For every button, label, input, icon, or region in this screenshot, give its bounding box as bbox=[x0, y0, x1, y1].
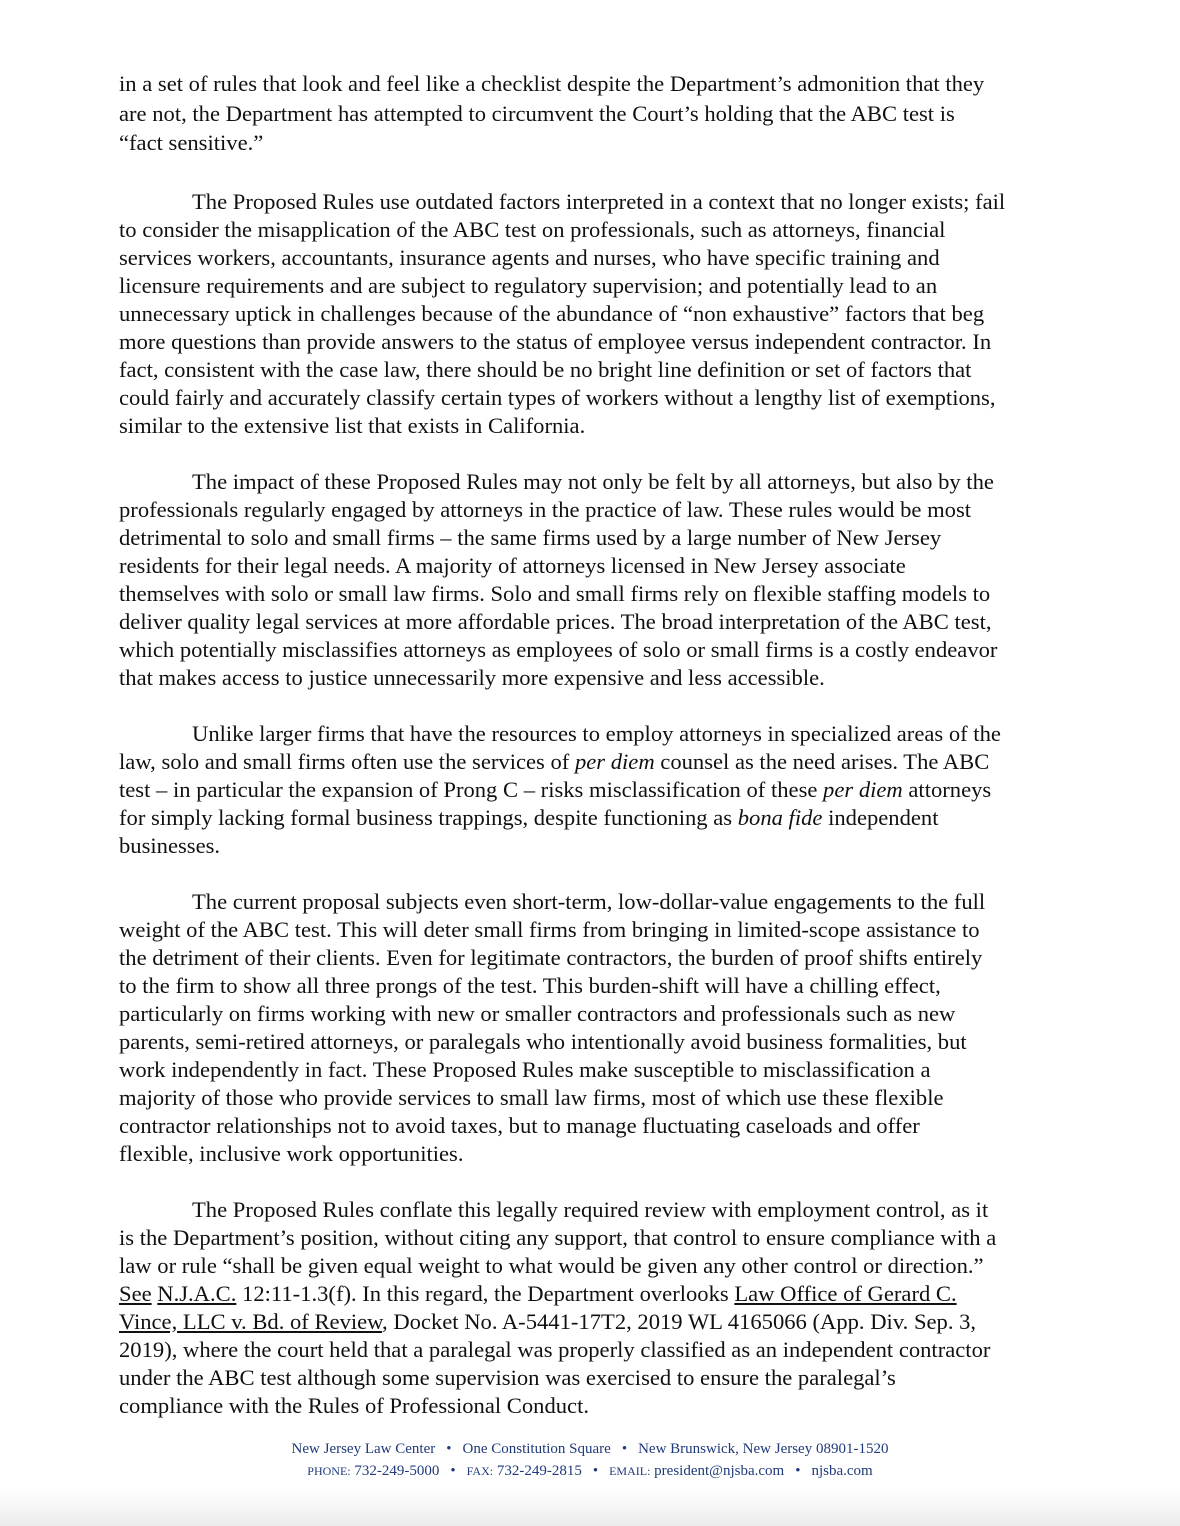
separator-dot: • bbox=[446, 1441, 452, 1457]
text-segment: counsel as the need arises. The ABC bbox=[654, 748, 990, 774]
text-line bbox=[119, 748, 1079, 776]
text-line bbox=[119, 1308, 1079, 1336]
text-line: licensure requirements and are subject to regulatory supervision; and potentially lead to an bbox=[119, 272, 938, 298]
page-bottom-shadow bbox=[0, 1488, 1180, 1526]
text-line: professionals regularly engaged by attorneys in the practice of law. These rules would be most bbox=[119, 496, 972, 522]
paragraph bbox=[119, 1196, 1079, 1420]
text-segment: test – in particular the expansion of Prong C – risks misclassification of these bbox=[119, 776, 824, 802]
italic-text: per diem bbox=[823, 776, 903, 802]
phone-number: 732-249-5000 bbox=[354, 1463, 440, 1479]
paragraph bbox=[119, 188, 1079, 440]
citation-text: N.J.A.C. bbox=[157, 1280, 237, 1306]
text-line: the detriment of their clients. Even for legitimate contractors, the burden of proof shifts entirely bbox=[119, 944, 983, 970]
text-line: parents, semi-retired attorneys, or paralegals who intentionally avoid business formalities, but bbox=[119, 1028, 967, 1054]
text-segment: for simply lacking formal business trappings, despite functioning as bbox=[119, 804, 738, 830]
paragraph bbox=[119, 720, 1079, 860]
citation-text: Law Office of Gerard C. bbox=[734, 1280, 957, 1306]
footer-org: New Jersey Law Center bbox=[291, 1441, 436, 1457]
text-line: to the firm to show all three prongs of the test. This burden-shift will have a chilling effect, bbox=[119, 972, 941, 998]
text-line: could fairly and accurately classify certain types of workers without a lengthy list of exemptions, bbox=[119, 384, 996, 410]
text-line: Unlike larger firms that have the resources to employ attorneys in specialized areas of the bbox=[192, 720, 1001, 746]
separator-dot: • bbox=[795, 1463, 801, 1479]
text-line bbox=[119, 804, 1079, 832]
text-line: flexible, inclusive work opportunities. bbox=[119, 1140, 464, 1166]
separator-dot: • bbox=[621, 1441, 628, 1457]
text-line: work independently in fact. These Proposed Rules make susceptible to misclassification a bbox=[119, 1056, 931, 1082]
text-line: businesses. bbox=[119, 832, 221, 858]
text-line: law or rule “shall be given equal weight to what would be given any other control or direction.” bbox=[119, 1252, 984, 1278]
separator-dot: • bbox=[592, 1463, 599, 1479]
text-line: The Proposed Rules conflate this legally required review with employment control, as it bbox=[192, 1196, 989, 1222]
text-line: 2019), where the court held that a paralegal was properly classified as an independent contractor bbox=[119, 1336, 991, 1362]
letterhead-footer bbox=[0, 1438, 1180, 1482]
text-line: The impact of these Proposed Rules may not only be felt by all attorneys, but also by the bbox=[192, 468, 994, 494]
text-segment: , Docket No. A-5441-17T2, 2019 WL 4165066 (App. Div. Sep. 3, bbox=[382, 1308, 977, 1334]
text-line bbox=[119, 776, 1079, 804]
text-segment: attorneys bbox=[902, 776, 992, 802]
text-line: majority of those who provide services to small law firms, most of which use these flexible bbox=[119, 1084, 944, 1110]
text-line: similar to the extensive list that exists in California. bbox=[119, 412, 586, 438]
email-label: EMAIL: bbox=[609, 1464, 651, 1478]
email-link[interactable]: president@njsba.com bbox=[654, 1463, 785, 1479]
text-line: services workers, accountants, insurance agents and nurses, who have specific training and bbox=[119, 244, 940, 270]
text-line: residents for their legal needs. A majority of attorneys licensed in New Jersey associate bbox=[119, 552, 906, 578]
text-line bbox=[119, 1280, 1079, 1308]
italic-text: bona fide bbox=[737, 804, 823, 830]
paragraph bbox=[119, 69, 1079, 158]
document-body bbox=[119, 69, 1079, 1448]
text-line: is the Department’s position, without citing any support, that control to ensure compliance with a bbox=[119, 1224, 997, 1250]
citation-text: See bbox=[119, 1280, 152, 1306]
text-line: that makes access to justice unnecessarily more expensive and less accessible. bbox=[119, 664, 825, 690]
citation-text: Vince, LLC v. Bd. of Review bbox=[119, 1308, 383, 1334]
text-line: in a set of rules that look and feel like a checklist despite the Department’s admonition that they bbox=[119, 71, 985, 96]
text-line: more questions than provide answers to the status of employee versus independent contractor. In bbox=[119, 328, 992, 354]
text-segment: independent bbox=[822, 804, 939, 830]
text-segment: law, solo and small firms often use the services of bbox=[119, 748, 575, 774]
text-line: The Proposed Rules use outdated factors interpreted in a context that no longer exists; fail bbox=[192, 188, 1006, 214]
text-line: under the ABC test although some supervision was exercised to ensure the paralegal’s bbox=[119, 1364, 896, 1390]
text-line: which potentially misclassifies attorneys as employees of solo or small firms is a costly endeavor bbox=[119, 636, 998, 662]
text-line: compliance with the Rules of Professional Conduct. bbox=[119, 1392, 589, 1418]
text-line: unnecessary uptick in challenges because of the abundance of “non exhaustive” factors that beg bbox=[119, 300, 985, 326]
footer-street: One Constitution Square bbox=[462, 1441, 611, 1457]
footer-city: New Brunswick, New Jersey 08901-1520 bbox=[638, 1441, 889, 1457]
text-line: “fact sensitive.” bbox=[119, 130, 264, 155]
text-segment: 12:11-1.3(f). In this regard, the Department overlooks bbox=[236, 1280, 735, 1306]
website-link[interactable]: njsba.com bbox=[811, 1463, 873, 1479]
separator-dot: • bbox=[450, 1463, 456, 1479]
phone-label: PHONE: bbox=[307, 1464, 351, 1478]
paragraph bbox=[119, 468, 1079, 692]
footer-contact-line bbox=[0, 1460, 1180, 1482]
text-line: to consider the misapplication of the ABC test on professionals, such as attorneys, financial bbox=[119, 216, 946, 242]
italic-text: per diem bbox=[574, 748, 655, 774]
fax-label: FAX: bbox=[466, 1464, 494, 1478]
text-line: deliver quality legal services at more affordable prices. The broad interpretation of the ABC test, bbox=[119, 608, 992, 634]
fax-number: 732-249-2815 bbox=[496, 1463, 582, 1479]
text-line: contractor relationships not to avoid taxes, but to manage fluctuating caseloads and offer bbox=[119, 1112, 920, 1138]
text-line: detrimental to solo and small firms – the same firms used by a large number of New Jersey bbox=[119, 524, 942, 550]
text-line: weight of the ABC test. This will deter small firms from bringing in limited-scope assistance to bbox=[119, 916, 980, 942]
text-line: themselves with solo or small law firms. Solo and small firms rely on flexible staffing models to bbox=[119, 580, 991, 606]
text-line: fact, consistent with the case law, there should be no bright line definition or set of factors that bbox=[119, 356, 972, 382]
text-line: particularly on firms working with new or smaller contractors and professionals such as new bbox=[119, 1000, 956, 1026]
footer-address-line bbox=[0, 1438, 1180, 1460]
text-line: are not, the Department has attempted to circumvent the Court’s holding that the ABC test is bbox=[119, 100, 955, 126]
text-line: The current proposal subjects even short-term, low-dollar-value engagements to the full bbox=[192, 888, 986, 914]
paragraph bbox=[119, 888, 1079, 1168]
